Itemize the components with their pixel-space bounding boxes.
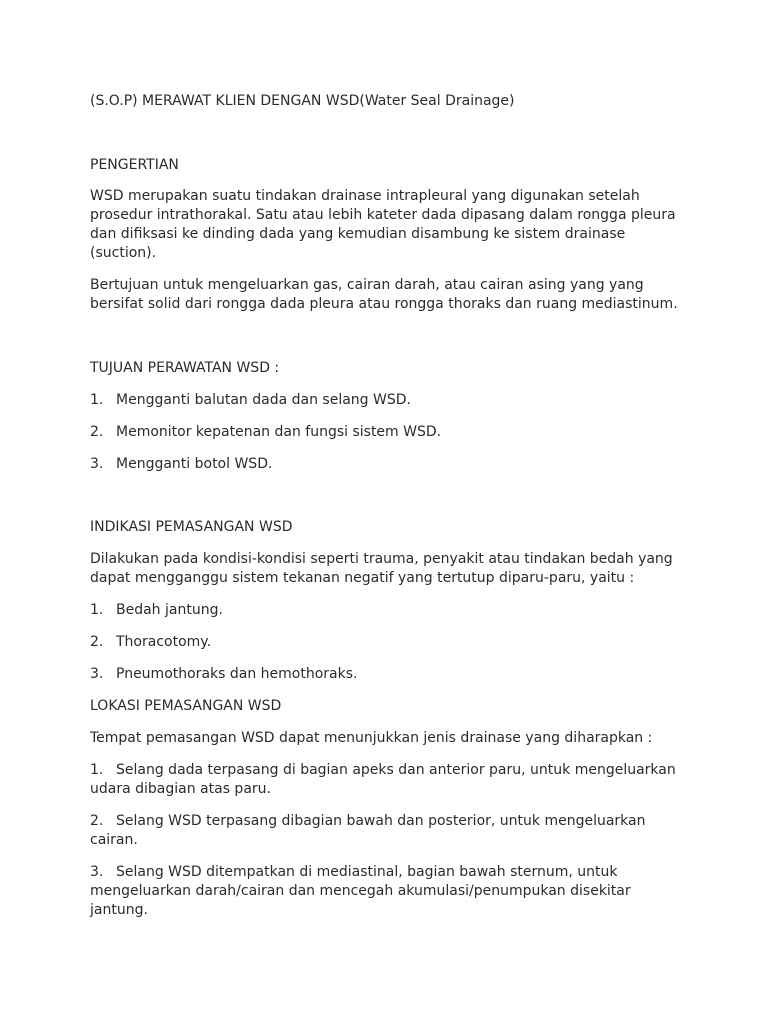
list-text: Mengganti balutan dada dan selang WSD.: [116, 392, 411, 408]
document-title: (S.O.P) MERAWAT KLIEN DENGAN WSD(Water Seal Drainage): [90, 93, 515, 109]
pengertian-para1-line2: prosedur intrathorakal. Satu atau lebih kateter dada dipasang dalam rongga pleura: [90, 207, 676, 223]
list-item: [90, 423, 690, 442]
list-number: 2.: [90, 424, 104, 440]
list-text: Pneumothoraks dan hemothoraks.: [116, 666, 358, 682]
list-text: Mengganti botol WSD.: [116, 456, 273, 472]
list-text: Selang dada terpasang di bagian apeks dan anterior paru, untuk mengeluarkan: [116, 762, 676, 778]
list-item: [90, 391, 690, 410]
list-item: [90, 455, 690, 474]
pengertian-para1-line4: (suction).: [90, 245, 157, 261]
list-item: [90, 601, 690, 620]
indikasi-intro-line2: dapat mengganggu sistem tekanan negatif yang tertutup diparu-paru, yaitu :: [90, 570, 635, 586]
pengertian-para2-line1: Bertujuan untuk mengeluarkan gas, cairan darah, atau cairan asing yang yang: [90, 277, 644, 293]
lokasi-intro: Tempat pemasangan WSD dapat menunjukkan jenis drainase yang diharapkan :: [90, 730, 653, 746]
pengertian-para1-line3: dan difiksasi ke dinding dada yang kemudian disambung ke sistem drainase: [90, 226, 626, 242]
lokasi-item2-line2: cairan.: [90, 832, 138, 848]
list-text: Memonitor kepatenan dan fungsi sistem WSD.: [116, 424, 442, 440]
pengertian-para1-line1: WSD merupakan suatu tindakan drainase intrapleural yang digunakan setelah: [90, 188, 640, 204]
list-number: 1.: [90, 762, 104, 778]
lokasi-item3-line3: jantung.: [90, 902, 148, 918]
list-item: [90, 633, 690, 652]
list-text: Selang WSD terpasang dibagian bawah dan posterior, untuk mengeluarkan: [116, 813, 646, 829]
list-number: 2.: [90, 813, 104, 829]
lokasi-item2-line1: [90, 812, 690, 831]
heading-pengertian: PENGERTIAN: [90, 157, 179, 173]
list-number: 1.: [90, 392, 104, 408]
list-number: 2.: [90, 634, 104, 650]
heading-tujuan: TUJUAN PERAWATAN WSD :: [90, 360, 280, 376]
lokasi-item3-line2: mengeluarkan darah/cairan dan mencegah akumulasi/penumpukan disekitar: [90, 883, 631, 899]
lokasi-item1-line2: udara dibagian atas paru.: [90, 781, 271, 797]
lokasi-item3-line1: [90, 863, 690, 882]
pengertian-para2-line2: bersifat solid dari rongga dada pleura atau rongga thoraks dan ruang mediastinum.: [90, 296, 678, 312]
lokasi-item1-line1: [90, 761, 690, 780]
heading-lokasi: LOKASI PEMASANGAN WSD: [90, 698, 282, 714]
list-text: Bedah jantung.: [116, 602, 223, 618]
list-text: Selang WSD ditempatkan di mediastinal, bagian bawah sternum, untuk: [116, 864, 618, 880]
list-text: Thoracotomy.: [116, 634, 212, 650]
list-number: 3.: [90, 864, 104, 880]
indikasi-intro-line1: Dilakukan pada kondisi-kondisi seperti trauma, penyakit atau tindakan bedah yang: [90, 551, 673, 567]
list-number: 3.: [90, 666, 104, 682]
list-number: 1.: [90, 602, 104, 618]
list-number: 3.: [90, 456, 104, 472]
list-item: [90, 665, 690, 684]
heading-indikasi: INDIKASI PEMASANGAN WSD: [90, 519, 293, 535]
